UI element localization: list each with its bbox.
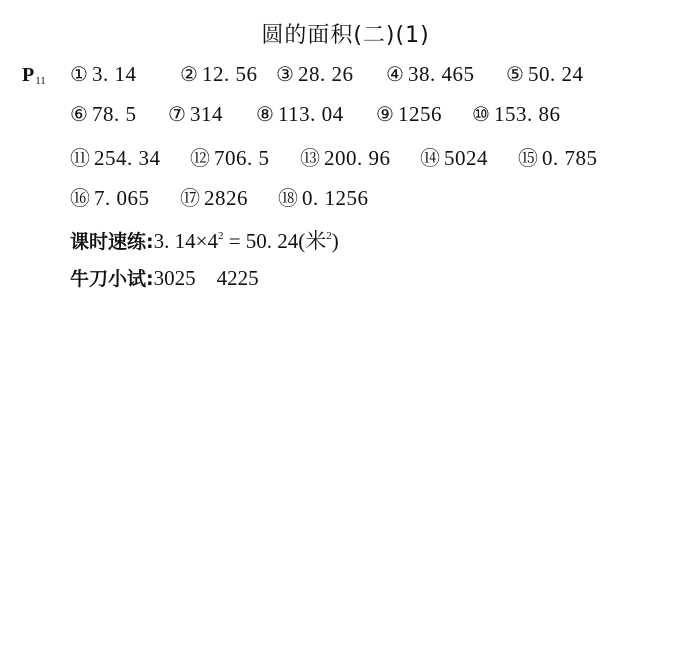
answer-item [256,102,344,127]
answer-marker: ⑤ [506,62,524,86]
practice-expr-c: ) [331,229,339,253]
trial-values: 3025 4225 [153,266,259,290]
practice-expr-a: 3. 14×4 [153,229,218,253]
answer-item [180,62,257,87]
answer-marker: ⑥ [70,102,88,126]
answer-value: 706. 5 [214,146,270,170]
answer-marker: ⑮ [518,146,538,170]
answer-marker: ⑩ [472,102,490,126]
answer-marker: ⑫ [190,146,210,170]
answer-item [386,62,474,87]
answer-item [420,142,488,171]
answer-marker: ⑭ [420,146,440,170]
trial-label: 牛刀小试: [70,268,154,290]
answer-marker: ⑬ [300,146,320,170]
answer-item [168,102,223,127]
answer-item [276,62,353,87]
practice-exponent-b: 2 [326,230,332,242]
answer-item [70,62,136,87]
answer-value: 3. 14 [91,62,137,86]
answer-value: 12. 56 [201,62,258,86]
answer-item [376,102,442,127]
answer-marker: ⑪ [70,146,90,170]
answer-value: 38. 465 [407,62,475,86]
answer-marker: ⑨ [376,102,394,126]
answer-value: 1256 [397,102,442,126]
answer-item [518,142,598,171]
practice-exponent-a: 2 [217,230,224,242]
page-number: 11 [35,75,46,87]
practice-expression [154,229,339,253]
answer-value: 200. 96 [324,146,391,170]
answer-item [180,182,248,211]
answer-item [278,182,369,211]
page-title: 圆的面积(二)(1) [261,23,430,48]
answer-marker: ③ [276,62,294,86]
answer-value: 2826 [204,186,248,210]
answer-value: 7. 065 [94,186,150,210]
page-letter: P [22,64,35,86]
answer-item [300,142,391,171]
answer-value: 0. 1256 [302,186,369,210]
answer-marker: ⑯ [70,186,90,210]
answer-value: 314 [189,102,223,126]
answer-value: 153. 86 [493,102,561,126]
trial-line [70,264,259,291]
answer-marker: ④ [386,62,404,86]
answer-marker: ① [70,62,88,86]
answer-marker: ⑧ [256,102,274,126]
answer-marker: ⑦ [168,102,186,126]
answer-item [506,62,583,87]
answer-value: 113. 04 [277,102,344,126]
answer-value: 254. 34 [94,146,161,170]
answer-item [70,102,136,127]
answer-item [70,182,150,211]
answer-value: 50. 24 [527,62,584,86]
answer-value: 28. 26 [297,62,354,86]
page-number-label [22,64,46,87]
answer-item [472,102,560,127]
practice-expr-b: = 50. 24(米 [223,229,327,253]
practice-line [70,225,339,255]
answer-marker: ⑰ [180,186,200,210]
answer-item [190,142,270,171]
answer-marker: ⑱ [278,186,298,210]
answer-value: 5024 [444,146,488,170]
answer-value: 0. 785 [542,146,598,170]
practice-label: 课时速练: [70,231,154,253]
answer-marker: ② [180,62,198,86]
answer-value: 78. 5 [91,102,137,126]
answer-item [70,142,161,171]
